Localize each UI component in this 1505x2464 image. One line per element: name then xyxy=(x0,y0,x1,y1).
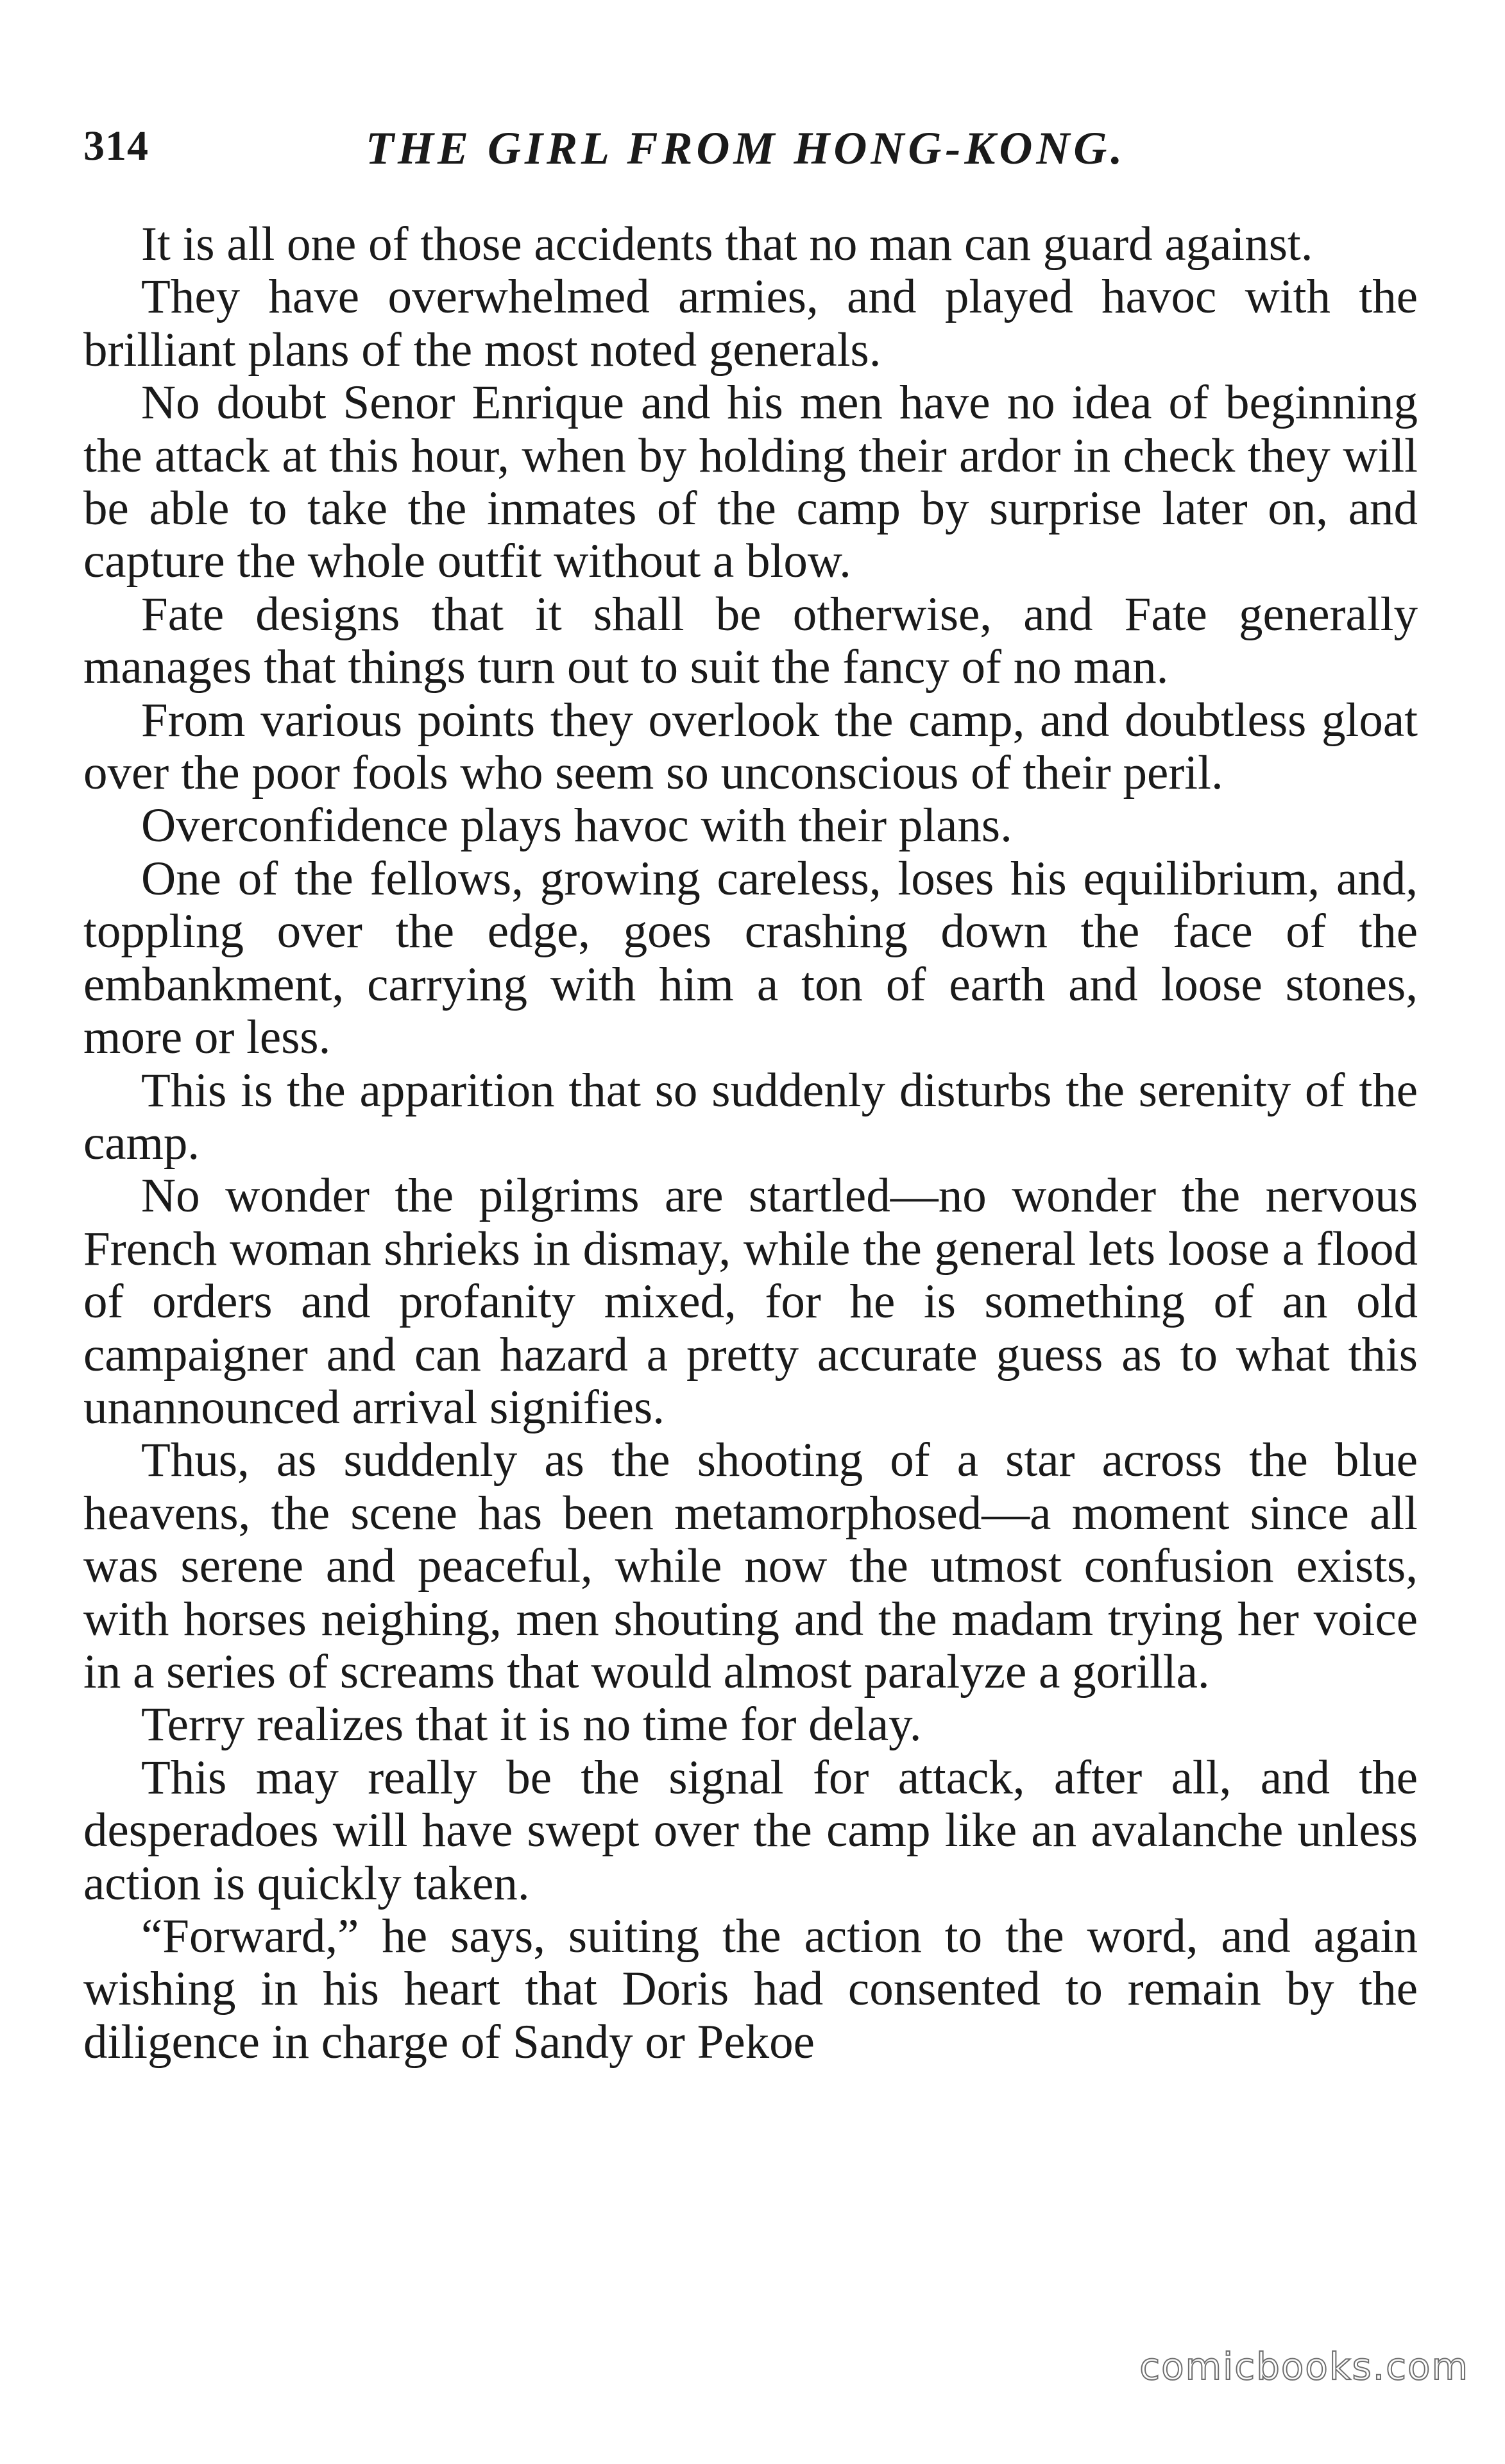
paragraph: It is all one of those accidents that no man can guard against. xyxy=(141,218,1313,271)
paragraph: They have overwhelmed armies, and played havoc with the brilliant plans of the most noted generals. xyxy=(83,270,1418,377)
page-header xyxy=(83,122,1431,180)
body-text xyxy=(83,218,1418,2069)
page-number: 314 xyxy=(83,123,149,169)
paragraph: “Forward,” he says, suiting the action to the word, and again wishing in his heart that Doris had consented to remain by the diligence in charge of Sandy or Pekoe xyxy=(83,1910,1418,2069)
paragraph: Terry realizes that it is no time for delay. xyxy=(141,1698,922,1752)
running-head-title: THE GIRL FROM HONG-KONG. xyxy=(366,123,1127,174)
paragraph: Overconfidence plays havoc with their plans. xyxy=(141,799,1012,853)
paragraph: This may really be the signal for attack, after all, and the desperadoes will have swept over the camp like an avalanche unless action is quickly taken. xyxy=(83,1750,1418,1910)
watermark: comicbooks.com xyxy=(1139,2345,1469,2388)
paragraph: This is the apparition that so suddenly disturbs the serenity of the camp. xyxy=(83,1063,1418,1170)
paragraph: One of the fellows, growing careless, loses his equilibrium, and, toppling over the edge, goes crashing down the face of the embankment, carrying with him a ton of earth and loose stones, more or less. xyxy=(83,851,1418,1065)
paragraph: No wonder the pilgrims are startled—no wonder the nervous French woman shrieks in dismay, while the general lets loose a flood of orders and profanity mixed, for he is something of an old campaigner and can hazard a pretty accurate guess as to what this unannounced arrival signifies. xyxy=(83,1169,1418,1434)
paragraph: From various points they overlook the camp, and doubtless gloat over the poor fools who seem so unconscious of their peril. xyxy=(83,693,1418,800)
paragraph: No doubt Senor Enrique and his men have no idea of beginning the attack at this hour, when by holding their ardor in check they will be able to take the inmates of the camp by surprise later on, and capture the whole outfit without a blow. xyxy=(83,376,1418,588)
paragraph: Thus, as suddenly as the shooting of a star across the blue heavens, the scene has been metamorphosed—a moment since all was serene and peaceful, while now the utmost confusion exists, with horses neighing, men shouting and the madam trying her voice in a series of screams that would almost paralyze a gorilla. xyxy=(83,1433,1418,1698)
paragraph: Fate designs that it shall be otherwise, and Fate generally manages that things turn out to suit the fancy of no man. xyxy=(83,587,1418,694)
